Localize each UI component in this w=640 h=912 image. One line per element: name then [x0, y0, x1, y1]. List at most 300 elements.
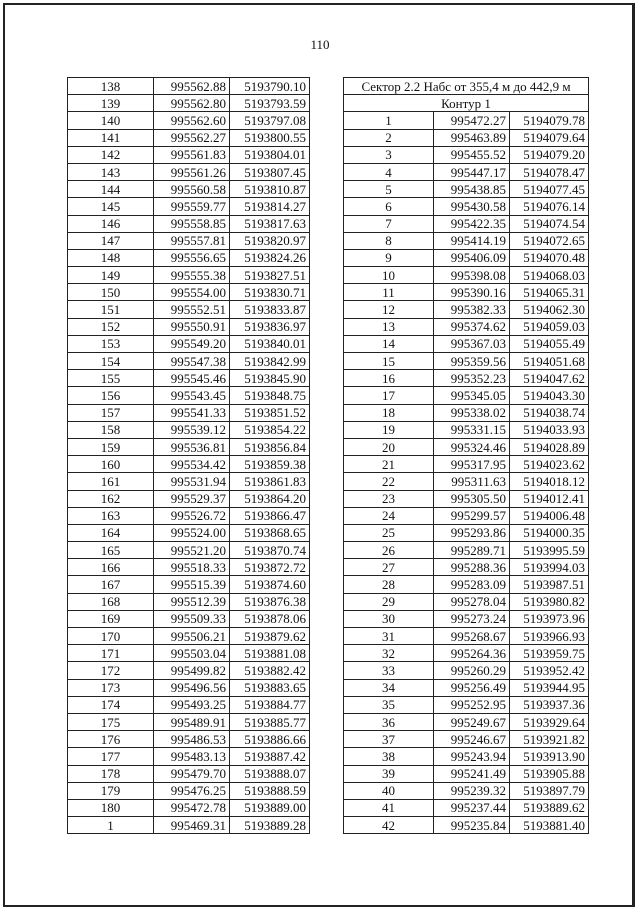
coordinates-table-right: [343, 77, 589, 834]
point-number-cell: 176: [68, 731, 154, 748]
point-number-cell: 163: [68, 507, 154, 524]
point-number-cell: 22: [344, 473, 434, 490]
table-row: [344, 198, 589, 215]
point-number-cell: 34: [344, 679, 434, 696]
point-number-cell: 178: [68, 765, 154, 782]
table-row: [344, 404, 589, 421]
point-number-cell: 6: [344, 198, 434, 215]
table-row: [68, 507, 310, 524]
table-row: [68, 731, 310, 748]
point-number-cell: 141: [68, 129, 154, 146]
y-coordinate-cell: 5194023.62: [510, 456, 589, 473]
x-coordinate-cell: 995529.37: [154, 490, 230, 507]
x-coordinate-cell: 995496.56: [154, 679, 230, 696]
table-row: [344, 542, 589, 559]
y-coordinate-cell: 5193952.42: [510, 662, 589, 679]
y-coordinate-cell: 5193861.83: [230, 473, 310, 490]
point-number-cell: 168: [68, 593, 154, 610]
x-coordinate-cell: 995249.67: [434, 713, 510, 730]
coordinates-table-right-body: [344, 78, 589, 834]
y-coordinate-cell: 5194047.62: [510, 370, 589, 387]
y-coordinate-cell: 5193888.59: [230, 782, 310, 799]
y-coordinate-cell: 5194076.14: [510, 198, 589, 215]
page-number: 110: [310, 37, 330, 52]
y-coordinate-cell: 5193800.55: [230, 129, 310, 146]
x-coordinate-cell: 995293.86: [434, 524, 510, 541]
point-number-cell: 150: [68, 284, 154, 301]
x-coordinate-cell: 995554.00: [154, 284, 230, 301]
point-number-cell: 143: [68, 163, 154, 180]
table-row: [344, 129, 589, 146]
x-coordinate-cell: 995499.82: [154, 662, 230, 679]
point-number-cell: 152: [68, 318, 154, 335]
y-coordinate-cell: 5193888.07: [230, 765, 310, 782]
y-coordinate-cell: 5193886.66: [230, 731, 310, 748]
point-number-cell: 180: [68, 799, 154, 816]
point-number-cell: 170: [68, 628, 154, 645]
table-row: [68, 301, 310, 318]
table-row: [344, 232, 589, 249]
table-row: [344, 507, 589, 524]
table-row: [344, 353, 589, 370]
point-number-cell: 8: [344, 232, 434, 249]
table-row: [344, 112, 589, 129]
table-row: [344, 490, 589, 507]
y-coordinate-cell: 5194038.74: [510, 404, 589, 421]
x-coordinate-cell: 995543.45: [154, 387, 230, 404]
point-number-cell: 138: [68, 78, 154, 95]
table-row: [344, 473, 589, 490]
y-coordinate-cell: 5194012.41: [510, 490, 589, 507]
x-coordinate-cell: 995256.49: [434, 679, 510, 696]
point-number-cell: 14: [344, 335, 434, 352]
x-coordinate-cell: 995241.49: [434, 765, 510, 782]
point-number-cell: 155: [68, 370, 154, 387]
table-row: [344, 713, 589, 730]
table-row: [344, 782, 589, 799]
x-coordinate-cell: 995493.25: [154, 696, 230, 713]
table-row: [344, 335, 589, 352]
table-row: [68, 628, 310, 645]
x-coordinate-cell: 995305.50: [434, 490, 510, 507]
x-coordinate-cell: 995235.84: [434, 817, 510, 834]
point-number-cell: 142: [68, 146, 154, 163]
x-coordinate-cell: 995268.67: [434, 628, 510, 645]
y-coordinate-cell: 5194018.12: [510, 473, 589, 490]
x-coordinate-cell: 995422.35: [434, 215, 510, 232]
point-number-cell: 35: [344, 696, 434, 713]
x-coordinate-cell: 995541.33: [154, 404, 230, 421]
y-coordinate-cell: 5193959.75: [510, 645, 589, 662]
y-coordinate-cell: 5193889.28: [230, 817, 310, 834]
y-coordinate-cell: 5193937.36: [510, 696, 589, 713]
point-number-cell: 173: [68, 679, 154, 696]
y-coordinate-cell: 5193883.65: [230, 679, 310, 696]
x-coordinate-cell: 995515.39: [154, 576, 230, 593]
x-coordinate-cell: 995278.04: [434, 593, 510, 610]
y-coordinate-cell: 5193881.08: [230, 645, 310, 662]
table-subheader-row: [344, 95, 589, 112]
x-coordinate-cell: 995447.17: [434, 163, 510, 180]
y-coordinate-cell: 5194079.20: [510, 146, 589, 163]
point-number-cell: 156: [68, 387, 154, 404]
point-number-cell: 154: [68, 353, 154, 370]
x-coordinate-cell: 995518.33: [154, 559, 230, 576]
y-coordinate-cell: 5193882.42: [230, 662, 310, 679]
x-coordinate-cell: 995289.71: [434, 542, 510, 559]
table-row: [344, 559, 589, 576]
x-coordinate-cell: 995438.85: [434, 181, 510, 198]
x-coordinate-cell: 995562.60: [154, 112, 230, 129]
point-number-cell: 33: [344, 662, 434, 679]
table-row: [68, 318, 310, 335]
table-row: [68, 610, 310, 627]
point-number-cell: 172: [68, 662, 154, 679]
table-row: [68, 215, 310, 232]
table-row: [68, 421, 310, 438]
point-number-cell: 39: [344, 765, 434, 782]
table-row: [344, 249, 589, 266]
x-coordinate-cell: 995557.81: [154, 232, 230, 249]
x-coordinate-cell: 995534.42: [154, 456, 230, 473]
y-coordinate-cell: 5193824.26: [230, 249, 310, 266]
y-coordinate-cell: 5193836.97: [230, 318, 310, 335]
table-row: [68, 456, 310, 473]
point-number-cell: 2: [344, 129, 434, 146]
y-coordinate-cell: 5193848.75: [230, 387, 310, 404]
x-coordinate-cell: 995374.62: [434, 318, 510, 335]
x-coordinate-cell: 995555.38: [154, 267, 230, 284]
x-coordinate-cell: 995526.72: [154, 507, 230, 524]
point-number-cell: 162: [68, 490, 154, 507]
x-coordinate-cell: 995243.94: [434, 748, 510, 765]
table-row: [344, 438, 589, 455]
x-coordinate-cell: 995359.56: [434, 353, 510, 370]
x-coordinate-cell: 995246.67: [434, 731, 510, 748]
point-number-cell: 26: [344, 542, 434, 559]
x-coordinate-cell: 995552.51: [154, 301, 230, 318]
table-row: [344, 301, 589, 318]
point-number-cell: 166: [68, 559, 154, 576]
table-row: [68, 765, 310, 782]
table-row: [68, 748, 310, 765]
x-coordinate-cell: 995547.38: [154, 353, 230, 370]
y-coordinate-cell: 5193921.82: [510, 731, 589, 748]
point-number-cell: 169: [68, 610, 154, 627]
x-coordinate-cell: 995299.57: [434, 507, 510, 524]
x-coordinate-cell: 995455.52: [434, 146, 510, 163]
x-coordinate-cell: 995472.78: [154, 799, 230, 816]
table-row: [344, 748, 589, 765]
table-row: [344, 576, 589, 593]
y-coordinate-cell: 5193820.97: [230, 232, 310, 249]
y-coordinate-cell: 5193876.38: [230, 593, 310, 610]
point-number-cell: 4: [344, 163, 434, 180]
table-row: [68, 112, 310, 129]
y-coordinate-cell: 5194078.47: [510, 163, 589, 180]
x-coordinate-cell: 995237.44: [434, 799, 510, 816]
y-coordinate-cell: 5193817.63: [230, 215, 310, 232]
table-row: [68, 645, 310, 662]
point-number-cell: 151: [68, 301, 154, 318]
contour-title: Контур 1: [344, 95, 589, 112]
y-coordinate-cell: 5194077.45: [510, 181, 589, 198]
y-coordinate-cell: 5194051.68: [510, 353, 589, 370]
point-number-cell: 7: [344, 215, 434, 232]
point-number-cell: 5: [344, 181, 434, 198]
table-row: [344, 318, 589, 335]
x-coordinate-cell: 995260.29: [434, 662, 510, 679]
y-coordinate-cell: 5194055.49: [510, 335, 589, 352]
table-row: [344, 524, 589, 541]
y-coordinate-cell: 5194006.48: [510, 507, 589, 524]
point-number-cell: 25: [344, 524, 434, 541]
table-row: [344, 215, 589, 232]
x-coordinate-cell: 995560.58: [154, 181, 230, 198]
x-coordinate-cell: 995288.36: [434, 559, 510, 576]
point-number-cell: 11: [344, 284, 434, 301]
table-row: [68, 576, 310, 593]
y-coordinate-cell: 5193973.96: [510, 610, 589, 627]
point-number-cell: 177: [68, 748, 154, 765]
table-row: [68, 163, 310, 180]
y-coordinate-cell: 5193966.93: [510, 628, 589, 645]
x-coordinate-cell: 995521.20: [154, 542, 230, 559]
table-row: [344, 817, 589, 834]
y-coordinate-cell: 5193840.01: [230, 335, 310, 352]
x-coordinate-cell: 995531.94: [154, 473, 230, 490]
x-coordinate-cell: 995331.15: [434, 421, 510, 438]
point-number-cell: 16: [344, 370, 434, 387]
table-row: [68, 662, 310, 679]
table-row: [68, 387, 310, 404]
y-coordinate-cell: 5193874.60: [230, 576, 310, 593]
x-coordinate-cell: 995503.04: [154, 645, 230, 662]
x-coordinate-cell: 995549.20: [154, 335, 230, 352]
point-number-cell: 157: [68, 404, 154, 421]
y-coordinate-cell: 5194068.03: [510, 267, 589, 284]
y-coordinate-cell: 5193856.84: [230, 438, 310, 455]
point-number-cell: 175: [68, 713, 154, 730]
table-row: [68, 181, 310, 198]
y-coordinate-cell: 5194079.64: [510, 129, 589, 146]
y-coordinate-cell: 5193830.71: [230, 284, 310, 301]
point-number-cell: 12: [344, 301, 434, 318]
table-row: [68, 559, 310, 576]
point-number-cell: 1: [344, 112, 434, 129]
x-coordinate-cell: 995486.53: [154, 731, 230, 748]
point-number-cell: 24: [344, 507, 434, 524]
table-row: [344, 731, 589, 748]
table-row: [68, 95, 310, 112]
y-coordinate-cell: 5194070.48: [510, 249, 589, 266]
x-coordinate-cell: 995239.32: [434, 782, 510, 799]
point-number-cell: 145: [68, 198, 154, 215]
table-row: [344, 645, 589, 662]
point-number-cell: 179: [68, 782, 154, 799]
y-coordinate-cell: 5194065.31: [510, 284, 589, 301]
y-coordinate-cell: 5193913.90: [510, 748, 589, 765]
table-row: [344, 456, 589, 473]
y-coordinate-cell: 5193881.40: [510, 817, 589, 834]
y-coordinate-cell: 5193833.87: [230, 301, 310, 318]
x-coordinate-cell: 995489.91: [154, 713, 230, 730]
y-coordinate-cell: 5193804.01: [230, 146, 310, 163]
y-coordinate-cell: 5193887.42: [230, 748, 310, 765]
y-coordinate-cell: 5193885.77: [230, 713, 310, 730]
y-coordinate-cell: 5193870.74: [230, 542, 310, 559]
point-number-cell: 15: [344, 353, 434, 370]
x-coordinate-cell: 995506.21: [154, 628, 230, 645]
point-number-cell: 42: [344, 817, 434, 834]
table-row: [344, 765, 589, 782]
y-coordinate-cell: 5194000.35: [510, 524, 589, 541]
y-coordinate-cell: 5193889.62: [510, 799, 589, 816]
y-coordinate-cell: 5193790.10: [230, 78, 310, 95]
x-coordinate-cell: 995324.46: [434, 438, 510, 455]
x-coordinate-cell: 995483.13: [154, 748, 230, 765]
y-coordinate-cell: 5193827.51: [230, 267, 310, 284]
y-coordinate-cell: 5193994.03: [510, 559, 589, 576]
point-number-cell: 160: [68, 456, 154, 473]
table-row: [68, 129, 310, 146]
x-coordinate-cell: 995273.24: [434, 610, 510, 627]
y-coordinate-cell: 5193879.62: [230, 628, 310, 645]
point-number-cell: 144: [68, 181, 154, 198]
point-number-cell: 17: [344, 387, 434, 404]
x-coordinate-cell: 995390.16: [434, 284, 510, 301]
x-coordinate-cell: 995556.65: [154, 249, 230, 266]
table-row: [344, 370, 589, 387]
y-coordinate-cell: 5194059.03: [510, 318, 589, 335]
point-number-cell: 40: [344, 782, 434, 799]
y-coordinate-cell: 5193987.51: [510, 576, 589, 593]
y-coordinate-cell: 5193868.65: [230, 524, 310, 541]
table-row: [344, 284, 589, 301]
coordinates-table-left: [67, 77, 310, 834]
table-row: [68, 817, 310, 834]
point-number-cell: 19: [344, 421, 434, 438]
y-coordinate-cell: 5194062.30: [510, 301, 589, 318]
table-row: [344, 267, 589, 284]
y-coordinate-cell: 5193944.95: [510, 679, 589, 696]
point-number-cell: 148: [68, 249, 154, 266]
y-coordinate-cell: 5193884.77: [230, 696, 310, 713]
y-coordinate-cell: 5193845.90: [230, 370, 310, 387]
x-coordinate-cell: 995414.19: [434, 232, 510, 249]
table-row: [68, 438, 310, 455]
x-coordinate-cell: 995509.33: [154, 610, 230, 627]
table-row: [68, 78, 310, 95]
x-coordinate-cell: 995398.08: [434, 267, 510, 284]
x-coordinate-cell: 995382.33: [434, 301, 510, 318]
x-coordinate-cell: 995472.27: [434, 112, 510, 129]
table-row: [68, 799, 310, 816]
x-coordinate-cell: 995469.31: [154, 817, 230, 834]
point-number-cell: 149: [68, 267, 154, 284]
point-number-cell: 23: [344, 490, 434, 507]
table-row: [344, 181, 589, 198]
point-number-cell: 41: [344, 799, 434, 816]
x-coordinate-cell: 995367.03: [434, 335, 510, 352]
y-coordinate-cell: 5193929.64: [510, 713, 589, 730]
coordinates-table-left-body: [68, 78, 310, 834]
point-number-cell: 37: [344, 731, 434, 748]
y-coordinate-cell: 5193872.72: [230, 559, 310, 576]
point-number-cell: 29: [344, 593, 434, 610]
point-number-cell: 3: [344, 146, 434, 163]
point-number-cell: 30: [344, 610, 434, 627]
y-coordinate-cell: 5193814.27: [230, 198, 310, 215]
x-coordinate-cell: 995558.85: [154, 215, 230, 232]
x-coordinate-cell: 995559.77: [154, 198, 230, 215]
point-number-cell: 153: [68, 335, 154, 352]
table-row: [68, 593, 310, 610]
y-coordinate-cell: 5193866.47: [230, 507, 310, 524]
table-row: [68, 370, 310, 387]
point-number-cell: 139: [68, 95, 154, 112]
point-number-cell: 1: [68, 817, 154, 834]
table-row: [68, 284, 310, 301]
point-number-cell: 171: [68, 645, 154, 662]
y-coordinate-cell: 5193851.52: [230, 404, 310, 421]
y-coordinate-cell: 5193878.06: [230, 610, 310, 627]
table-row: [344, 679, 589, 696]
point-number-cell: 20: [344, 438, 434, 455]
table-row: [68, 713, 310, 730]
y-coordinate-cell: 5193854.22: [230, 421, 310, 438]
table-row: [68, 353, 310, 370]
table-row: [68, 490, 310, 507]
point-number-cell: 158: [68, 421, 154, 438]
table-row: [344, 146, 589, 163]
x-coordinate-cell: 995545.46: [154, 370, 230, 387]
x-coordinate-cell: 995252.95: [434, 696, 510, 713]
x-coordinate-cell: 995338.02: [434, 404, 510, 421]
x-coordinate-cell: 995512.39: [154, 593, 230, 610]
y-coordinate-cell: 5193810.87: [230, 181, 310, 198]
x-coordinate-cell: 995479.70: [154, 765, 230, 782]
point-number-cell: 32: [344, 645, 434, 662]
point-number-cell: 161: [68, 473, 154, 490]
x-coordinate-cell: 995539.12: [154, 421, 230, 438]
x-coordinate-cell: 995561.83: [154, 146, 230, 163]
x-coordinate-cell: 995524.00: [154, 524, 230, 541]
table-row: [68, 542, 310, 559]
y-coordinate-cell: 5193859.38: [230, 456, 310, 473]
sector-title: Сектор 2.2 Набс от 355,4 м до 442,9 м: [344, 78, 589, 95]
table-row: [68, 524, 310, 541]
y-coordinate-cell: 5193864.20: [230, 490, 310, 507]
x-coordinate-cell: 995562.27: [154, 129, 230, 146]
table-row: [68, 335, 310, 352]
x-coordinate-cell: 995317.95: [434, 456, 510, 473]
table-row: [344, 610, 589, 627]
table-row: [68, 473, 310, 490]
x-coordinate-cell: 995561.26: [154, 163, 230, 180]
table-row: [344, 421, 589, 438]
table-header-row: [344, 78, 589, 95]
x-coordinate-cell: 995264.36: [434, 645, 510, 662]
y-coordinate-cell: 5193842.99: [230, 353, 310, 370]
x-coordinate-cell: 995352.23: [434, 370, 510, 387]
table-row: [344, 799, 589, 816]
point-number-cell: 36: [344, 713, 434, 730]
x-coordinate-cell: 995463.89: [434, 129, 510, 146]
point-number-cell: 21: [344, 456, 434, 473]
x-coordinate-cell: 995536.81: [154, 438, 230, 455]
point-number-cell: 18: [344, 404, 434, 421]
